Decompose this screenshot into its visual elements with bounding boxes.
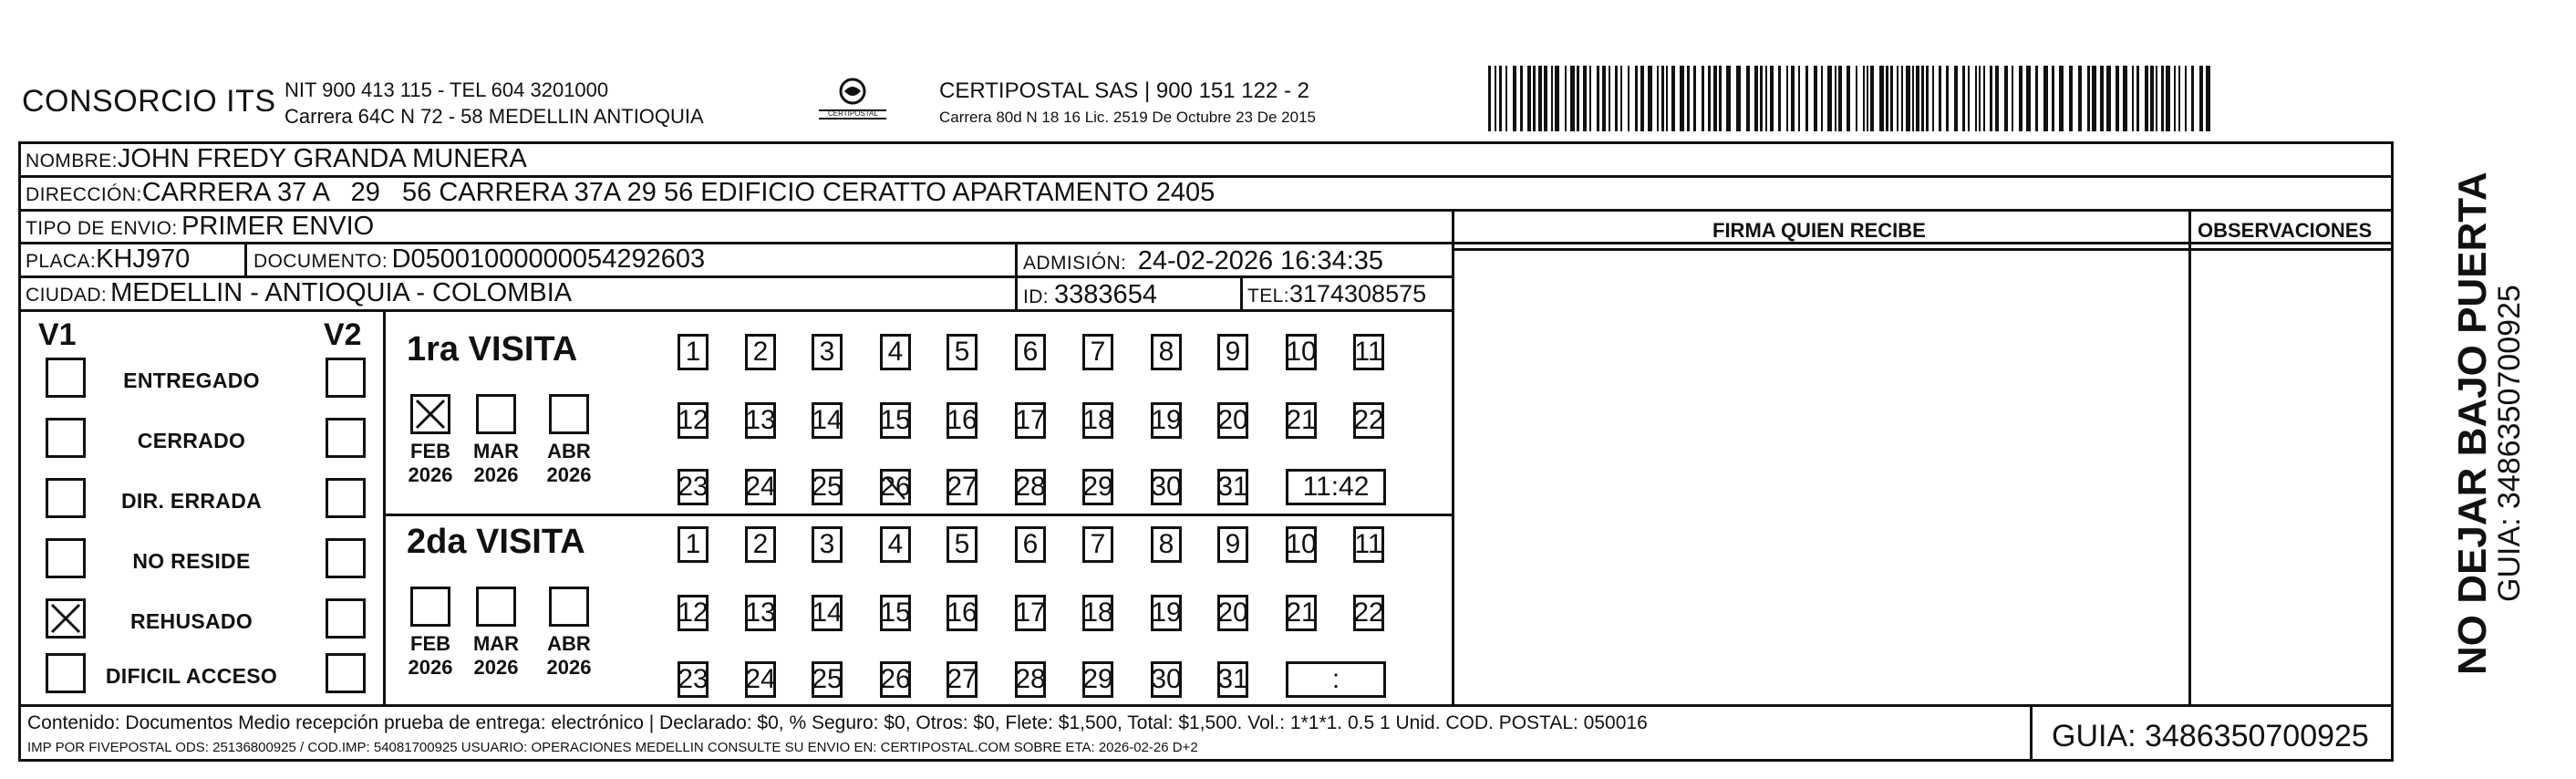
visit1-day-31[interactable]: 31 <box>1217 469 1248 505</box>
visit1-title: 1ra VISITA <box>407 330 578 369</box>
company-address: Carrera 64C N 72 - 58 MEDELLIN ANTIOQUIA <box>284 105 704 128</box>
recipient-name: JOHN FREDY GRANDA MUNERA <box>117 144 527 173</box>
visit1-day-16[interactable]: 16 <box>947 402 978 439</box>
visit2-day-17[interactable]: 17 <box>1015 595 1046 631</box>
visit1-day-17[interactable]: 17 <box>1015 402 1046 439</box>
visit1-day-20[interactable]: 20 <box>1217 402 1248 439</box>
visit2-day-4[interactable]: 4 <box>880 526 911 563</box>
visit2-month-feb-checkbox[interactable] <box>410 587 450 627</box>
visit1-day-7[interactable]: 7 <box>1082 334 1113 370</box>
id-label: ID: <box>1023 286 1050 307</box>
visit2-day-28[interactable]: 28 <box>1015 661 1046 698</box>
recipient-address: CARRERA 37 A 29 56 CARRERA 37A 29 56 EDIFICIO CERATTO APARTAMENTO 2405 <box>141 178 1216 207</box>
tel-row <box>1247 282 1426 306</box>
visit1-day-23[interactable]: 23 <box>678 469 709 505</box>
tel-label: TEL: <box>1247 286 1289 306</box>
admission-label: ADMISIÓN: <box>1023 253 1127 274</box>
visit2-day-29[interactable]: 29 <box>1082 661 1113 698</box>
visit1-day-1[interactable]: 1 <box>678 334 709 370</box>
id-value: 3383654 <box>1054 280 1157 309</box>
visit2-month-label: ABR <box>547 632 591 655</box>
visit1-day-9[interactable]: 9 <box>1217 334 1248 370</box>
visit1-day-5[interactable]: 5 <box>947 334 978 370</box>
visit2-day-24[interactable]: 24 <box>745 661 776 698</box>
visit2-day-13[interactable]: 13 <box>745 595 776 631</box>
visit2-day-7[interactable]: 7 <box>1082 526 1113 563</box>
visit2-month-label: MAR <box>472 632 520 655</box>
visit2-day-5[interactable]: 5 <box>947 526 978 563</box>
visit2-month-year: 2026 <box>546 656 592 679</box>
v2-header: V2 <box>324 317 362 352</box>
status-label-rehusado: REHUSADO <box>129 609 253 633</box>
barcode <box>1488 66 2218 131</box>
visit2-day-27[interactable]: 27 <box>947 661 978 698</box>
admission-value: 24-02-2026 16:34:35 <box>1137 246 1384 275</box>
visit2-day-22[interactable]: 22 <box>1353 595 1384 631</box>
visit2-month-mar-checkbox[interactable] <box>476 587 516 627</box>
visit1-day-12[interactable]: 12 <box>678 402 709 439</box>
visit2-day-10[interactable]: 10 <box>1286 526 1317 563</box>
status-label-no-reside: NO RESIDE <box>132 549 251 573</box>
city-row <box>26 280 572 306</box>
visit1-day-4[interactable]: 4 <box>880 334 911 370</box>
visit1-day-11[interactable]: 11 <box>1353 334 1384 370</box>
visit2-day-31[interactable]: 31 <box>1217 661 1248 698</box>
footer-content: Contenido: Documentos Medio recepción prueba de entrega: electrónico | Declarado: $0, % Seguro: $0, Otros: $0, Flete: $1,500, Total: $1,500. Vol.: 1*1*1. 0.5 1 Unid. COD. POSTAL: 050016 <box>27 712 1648 733</box>
visit1-month-year: 2026 <box>473 463 519 486</box>
visit1-day-24[interactable]: 24 <box>745 469 776 505</box>
visit2-day-20[interactable]: 20 <box>1217 595 1248 631</box>
visit1-month-mar-checkbox[interactable] <box>476 394 516 434</box>
status-label-entregado: ENTREGADO <box>123 369 260 392</box>
visit2-day-11[interactable]: 11 <box>1353 526 1384 563</box>
visit1-day-26[interactable]: 26 <box>880 469 911 505</box>
send-type-row <box>26 213 374 240</box>
visit2-month-abr-checkbox[interactable] <box>549 587 589 627</box>
visit1-day-29[interactable]: 29 <box>1082 469 1113 505</box>
document-label: DOCUMENTO: <box>253 251 388 272</box>
company-nit: NIT 900 413 115 - TEL 604 3201000 <box>284 78 609 101</box>
side-guide-number: GUIA: 3486350700925 <box>2492 285 2527 602</box>
visit2-month-label: FEB <box>410 632 450 655</box>
visit1-day-13[interactable]: 13 <box>745 402 776 439</box>
name-row <box>26 146 527 172</box>
visit2-day-23[interactable]: 23 <box>678 661 709 698</box>
observations-label: OBSERVACIONES <box>2198 219 2373 242</box>
v1-header: V1 <box>38 317 77 352</box>
visit2-day-2[interactable]: 2 <box>745 526 776 563</box>
visit1-month-label: ABR <box>547 440 591 462</box>
visit1-day-14[interactable]: 14 <box>812 402 843 439</box>
visit1-day-22[interactable]: 22 <box>1353 402 1384 439</box>
visit2-day-25[interactable]: 25 <box>812 661 843 698</box>
visit2-month-year: 2026 <box>473 656 519 679</box>
visit1-day-2[interactable]: 2 <box>745 334 776 370</box>
visit1-day-18[interactable]: 18 <box>1082 402 1113 439</box>
visit1-day-8[interactable]: 8 <box>1151 334 1182 370</box>
city-value: MEDELLIN - ANTIOQUIA - COLOMBIA <box>110 278 573 307</box>
observations-area[interactable] <box>2192 252 2391 702</box>
side-text <box>2403 164 2527 675</box>
city-label: CIUDAD: <box>26 285 108 306</box>
send-type-label: TIPO DE ENVIO: <box>26 218 178 239</box>
visit1-day-10[interactable]: 10 <box>1286 334 1317 370</box>
visit1-month-label: MAR <box>472 440 520 462</box>
visit2-day-16[interactable]: 16 <box>947 595 978 631</box>
visit1-day-27[interactable]: 27 <box>947 469 978 505</box>
visit2-day-12[interactable]: 12 <box>678 595 709 631</box>
visit1-month-year: 2026 <box>546 463 592 486</box>
status-label-dir-errada: DIR. ERRADA <box>120 489 263 513</box>
visit1-time-box[interactable]: 11:42 <box>1286 469 1386 505</box>
certipostal-logo <box>812 77 894 122</box>
address-row <box>26 180 1215 206</box>
plate-value: KHJ970 <box>96 244 191 274</box>
signature-area[interactable] <box>1455 252 2187 702</box>
carrier-address: Carrera 80d N 18 16 Lic. 2519 De Octubre 23 De 2015 <box>939 109 1316 126</box>
visit2-day-8[interactable]: 8 <box>1151 526 1182 563</box>
visit2-day-19[interactable]: 19 <box>1151 595 1182 631</box>
document-row <box>253 246 705 273</box>
send-type-value: PRIMER ENVIO <box>181 212 375 241</box>
carrier-name: CERTIPOSTAL SAS | 900 151 122 - 2 <box>939 78 1309 103</box>
admission-row <box>1023 248 1383 275</box>
status-label-dificil-acceso: DIFICIL ACCESO <box>105 664 278 688</box>
signature-label: FIRMA QUIEN RECIBE <box>1712 219 1926 242</box>
visit2-day-15[interactable]: 15 <box>880 595 911 631</box>
visit1-day-3[interactable]: 3 <box>812 334 843 370</box>
company-name: CONSORCIO ITS <box>22 84 276 119</box>
visit1-month-label: FEB <box>410 440 450 462</box>
visit2-day-30[interactable]: 30 <box>1151 661 1182 698</box>
certipostal-logo-text: CERTIPOSTAL <box>828 109 878 118</box>
visit1-day-21[interactable]: 21 <box>1286 402 1317 439</box>
visit2-month-year: 2026 <box>408 656 453 679</box>
status-label-cerrado: CERRADO <box>137 429 246 452</box>
visit1-day-15[interactable]: 15 <box>880 402 911 439</box>
visit1-day-28[interactable]: 28 <box>1015 469 1046 505</box>
visit2-day-18[interactable]: 18 <box>1082 595 1113 631</box>
visit1-day-25[interactable]: 25 <box>812 469 843 505</box>
tel-value: 3174308575 <box>1288 280 1427 307</box>
visit2-day-14[interactable]: 14 <box>812 595 843 631</box>
visit2-day-26[interactable]: 26 <box>880 661 911 698</box>
visit2-title: 2da VISITA <box>407 523 585 561</box>
visit1-day-mark <box>883 472 908 503</box>
visit1-day-6[interactable]: 6 <box>1015 334 1046 370</box>
visit1-month-year: 2026 <box>408 463 453 486</box>
id-row <box>1023 282 1157 308</box>
visit2-day-1[interactable]: 1 <box>678 526 709 563</box>
visit2-day-21[interactable]: 21 <box>1286 595 1317 631</box>
visit2-day-9[interactable]: 9 <box>1217 526 1248 563</box>
footer-imp: IMP POR FIVEPOSTAL ODS: 25136800925 / COD.IMP: 54081700925 USUARIO: OPERACIONES MEDELLIN CONSULTE SU ENVIO EN: CERTIPOSTAL.COM SOBRE ETA: 2026-02-26 D+2 <box>27 740 1198 755</box>
name-label: NOMBRE: <box>26 151 118 171</box>
plate-row <box>26 246 190 273</box>
plate-label: PLACA: <box>26 251 97 272</box>
address-label: DIRECCIÓN: <box>26 184 142 205</box>
do-not-leave-under-door: NO DEJAR BAJO PUERTA <box>2450 171 2495 675</box>
document-value: D05001000000054292603 <box>391 244 706 274</box>
visit1-month-abr-checkbox[interactable] <box>549 394 589 434</box>
visit2-time-box[interactable]: : <box>1286 661 1386 698</box>
visit1-month-feb-checkbox[interactable] <box>410 394 450 434</box>
visit2-day-3[interactable]: 3 <box>812 526 843 563</box>
visit2-day-6[interactable]: 6 <box>1015 526 1046 563</box>
footer-guide-number: GUIA: 3486350700925 <box>2052 719 2369 753</box>
visit1-day-30[interactable]: 30 <box>1151 469 1182 505</box>
visit1-day-19[interactable]: 19 <box>1151 402 1182 439</box>
